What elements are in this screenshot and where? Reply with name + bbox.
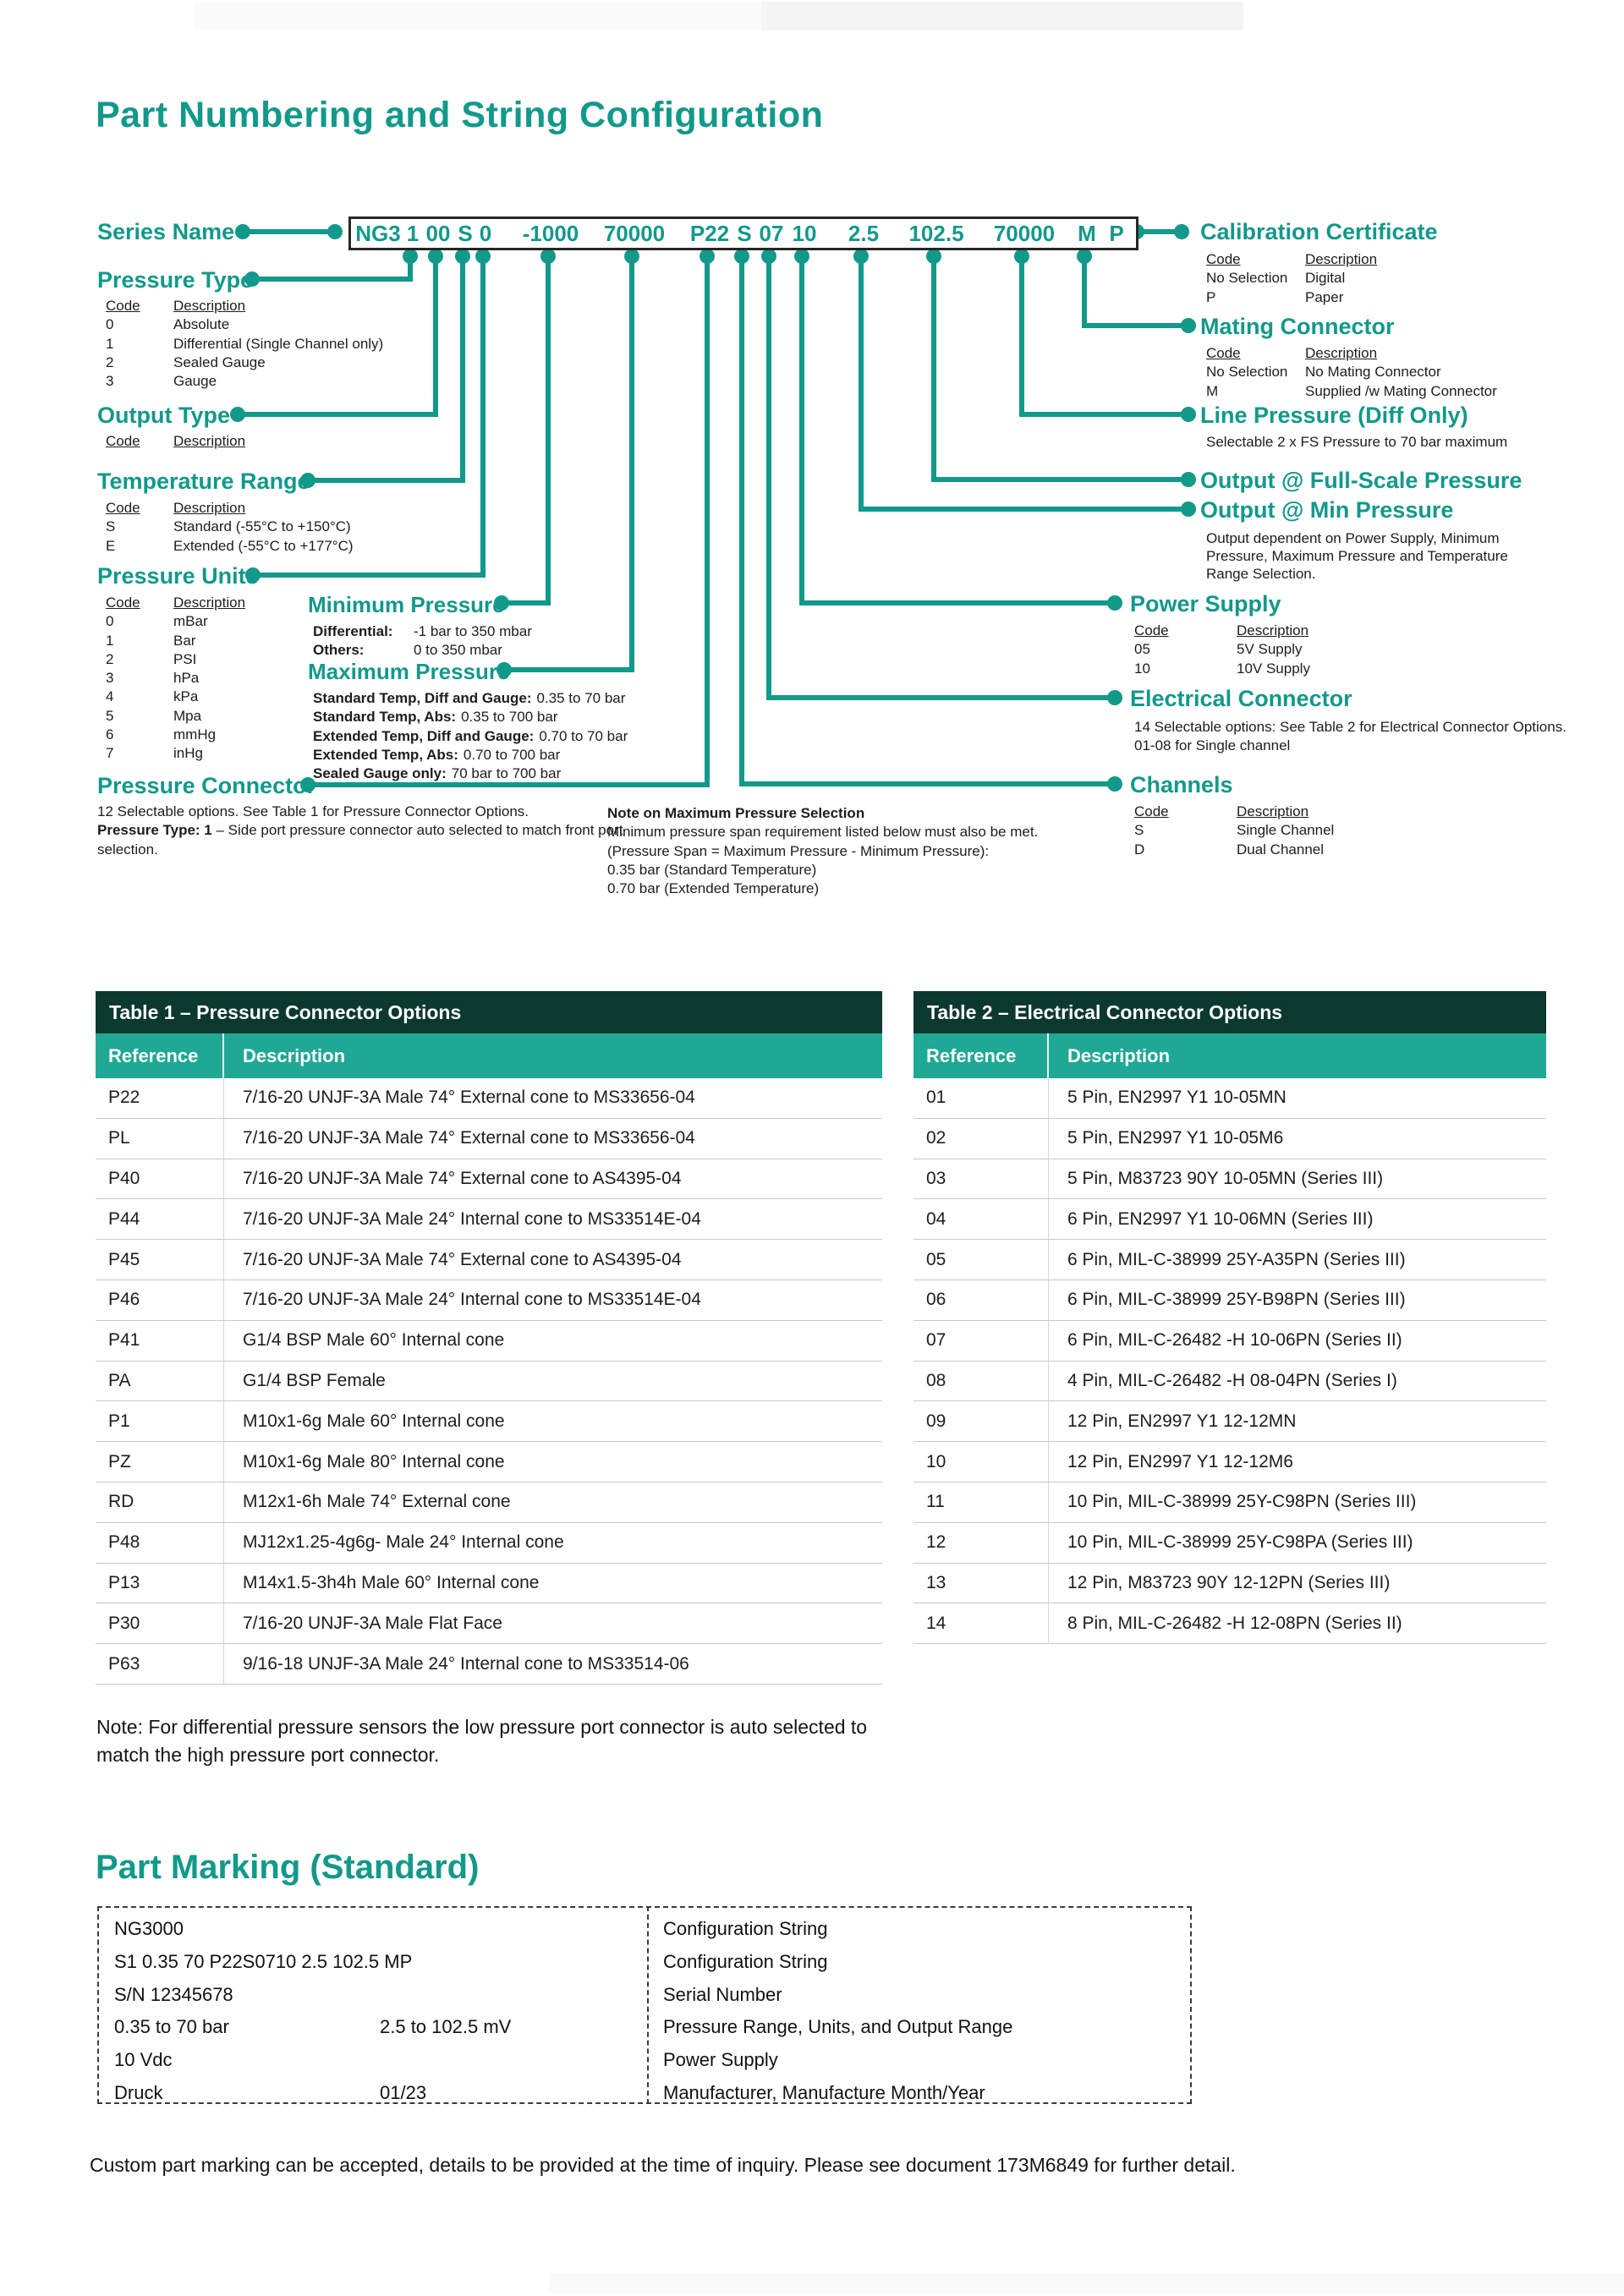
table-row: 10 12 Pin, EN2997 Y1 12-12M6 xyxy=(914,1442,1546,1482)
note-line: 0.35 bar (Standard Temperature) xyxy=(607,861,817,878)
table-row: P46 7/16-20 UNJF-3A Male 24° Internal cone to MS33514E-04 xyxy=(96,1280,882,1321)
pressure-connector-note-rest: – Side port pressure connector auto selected to match front port selection. xyxy=(97,822,623,858)
part-number-box xyxy=(348,216,1138,250)
part-segment-min-pressure: -1000 xyxy=(522,221,579,246)
code-row: 10 10V Supply xyxy=(1134,660,1310,677)
table-row: PA G1/4 BSP Female xyxy=(96,1362,882,1402)
table-row: P48 MJ12x1.25-4g6g- Male 24° Internal cone xyxy=(96,1523,882,1564)
code-row: 2 PSI xyxy=(106,650,197,667)
table-row: 12 10 Pin, MIL-C-38999 25Y-C98PA (Series III) xyxy=(914,1523,1546,1564)
code-row: 0 mBar xyxy=(106,613,208,630)
reference-column-header: Reference xyxy=(914,1033,1049,1078)
code-row: 7 inHg xyxy=(106,745,203,762)
part-marking-box xyxy=(97,1906,1192,2104)
heading-channels: Channels xyxy=(1130,772,1233,797)
heading-pressure-type: Pressure Type xyxy=(97,267,254,293)
code-row: 3 Gauge xyxy=(106,373,217,390)
connector-power-supply xyxy=(794,249,1122,611)
table-row: 06 6 Pin, MIL-C-38999 25Y-B98PN (Series III) xyxy=(914,1280,1546,1321)
calibration-certificate-code-table xyxy=(1206,250,1377,307)
code-table-header xyxy=(1134,622,1310,640)
code-header: Code xyxy=(106,298,140,314)
channels-code-table xyxy=(1134,803,1334,859)
maximum-pressure-details xyxy=(313,689,628,783)
table-row: PL 7/16-20 UNJF-3A Male 74° External cone to MS33656-04 xyxy=(96,1119,882,1159)
part-marking-row: S1 0.35 70 P22S0710 2.5 102.5 MP Configuration String xyxy=(114,1950,828,1972)
code-table-header xyxy=(106,297,383,315)
code-table-header xyxy=(106,432,245,451)
table-column-headers xyxy=(96,1033,882,1078)
connector-line-pressure xyxy=(1014,249,1196,422)
detail-row: Extended Temp, Diff and Gauge: 0.70 to 70 bar xyxy=(313,727,628,744)
heading-pressure-connector: Pressure Connector xyxy=(97,773,316,798)
pressure-connector-note-bold: Pressure Type: 1 xyxy=(97,822,212,839)
table-row: P40 7/16-20 UNJF-3A Male 74° External cone to AS4395-04 xyxy=(96,1159,882,1200)
code-row: 1 Bar xyxy=(106,632,196,649)
detail-row: Sealed Gauge only: 70 bar to 700 bar xyxy=(313,765,562,782)
code-header: Code xyxy=(1206,251,1241,267)
detail-row: Extended Temp, Abs: 0.70 to 700 bar xyxy=(313,746,561,763)
heading-pressure-units: Pressure Units xyxy=(97,563,259,589)
connector-output-full-scale xyxy=(926,249,1196,487)
line-pressure-note: Selectable 2 x FS Pressure to 70 bar maximum xyxy=(1206,434,1508,450)
code-row: 1 Differential (Single Channel only) xyxy=(106,335,384,352)
table-row: 05 6 Pin, MIL-C-38999 25Y-A35PN (Series III) xyxy=(914,1240,1546,1280)
part-segment-pressure-type: 1 xyxy=(406,221,420,246)
code-row: S Single Channel xyxy=(1134,822,1335,839)
code-row: No Selection No Mating Connector xyxy=(1206,364,1441,381)
part-segment-electrical-connector: 07 xyxy=(759,221,784,246)
table-row: 08 4 Pin, MIL-C-26482 -H 08-04PN (Series I) xyxy=(914,1362,1546,1402)
part-segment-calibration: P xyxy=(1109,221,1124,246)
detail-row: Others: 0 to 350 mbar xyxy=(313,642,502,659)
part-segment-output-fs: 102.5 xyxy=(908,221,964,246)
note-line: Pressure, Maximum Pressure and Temperature xyxy=(1206,548,1508,564)
heading-mating-connector: Mating Connector xyxy=(1200,314,1395,339)
heading-power-supply: Power Supply xyxy=(1130,591,1281,616)
table-row: RD M12x1-6h Male 74° External cone xyxy=(96,1482,882,1523)
description-header: Description xyxy=(1237,622,1309,638)
pressure-connector-note-line1: 12 Selectable options. See Table 1 for Pressure Connector Options. xyxy=(97,803,529,819)
table-row: 03 5 Pin, M83723 90Y 10-05MN (Series III) xyxy=(914,1159,1546,1200)
table-row: P22 7/16-20 UNJF-3A Male 74° External cone to MS33656-04 xyxy=(96,1078,882,1119)
description-header: Description xyxy=(1305,251,1378,267)
code-row: 4 kPa xyxy=(106,688,199,705)
description-header: Description xyxy=(1237,803,1309,819)
part-segment-pressure-units: 0 xyxy=(479,221,492,246)
electrical-connector-note xyxy=(1134,718,1566,756)
code-header: Code xyxy=(106,595,140,611)
description-header: Description xyxy=(173,500,246,516)
output-min-note xyxy=(1206,529,1508,583)
table-row: 04 6 Pin, EN2997 Y1 10-06MN (Series III) xyxy=(914,1199,1546,1240)
pressure-units-code-table xyxy=(106,594,245,764)
code-table-header xyxy=(106,499,354,518)
code-row: P Paper xyxy=(1206,288,1344,305)
table-row: P30 7/16-20 UNJF-3A Male Flat Face xyxy=(96,1603,882,1644)
code-table-header xyxy=(1206,344,1497,363)
part-marking-row: NG3000 Configuration String xyxy=(114,1918,828,1939)
code-row: S Standard (-55°C to +150°C) xyxy=(106,518,351,535)
code-row: 6 mmHg xyxy=(106,726,217,743)
heading-electrical-connector: Electrical Connector xyxy=(1130,686,1352,711)
custom-marking-note: Custom part marking can be accepted, details to be provided at the time of inquiry. Please see document 173M6849 for further detail. xyxy=(90,2154,1236,2176)
table-row: P63 9/16-18 UNJF-3A Male 24° Internal cone to MS33514-06 xyxy=(96,1644,882,1685)
part-segment-series: NG3 xyxy=(355,221,401,246)
pressure-type-code-table xyxy=(106,297,383,391)
code-row: 2 Sealed Gauge xyxy=(106,353,266,370)
note-title: Note on Maximum Pressure Selection xyxy=(607,805,865,821)
connector-pressure-type xyxy=(244,249,418,287)
description-header: Description xyxy=(173,298,246,314)
connector-series-name xyxy=(235,224,343,239)
table-row: 13 12 Pin, M83723 90Y 12-12PN (Series III) xyxy=(914,1564,1546,1604)
code-row: 3 hPa xyxy=(106,670,200,687)
part-segment-mating-connector: M xyxy=(1078,221,1096,246)
table-row: PZ M10x1-6g Male 80° Internal cone xyxy=(96,1442,882,1482)
connector-output-min xyxy=(853,249,1196,517)
heading-line-pressure: Line Pressure (Diff Only) xyxy=(1200,403,1468,428)
mating-connector-code-table xyxy=(1206,344,1497,401)
code-header: Code xyxy=(1134,803,1169,819)
description-column-header: Description xyxy=(243,1044,346,1066)
code-row: M Supplied /w Mating Connector xyxy=(1206,382,1497,399)
table-row: 09 12 Pin, EN2997 Y1 12-12MN xyxy=(914,1401,1546,1442)
table-title: Table 1 – Pressure Connector Options xyxy=(96,991,882,1033)
table-row: 07 6 Pin, MIL-C-26482 -H 10-06PN (Series II) xyxy=(914,1321,1546,1362)
table-title: Table 2 – Electrical Connector Options xyxy=(914,991,1546,1033)
code-row: 05 5V Supply xyxy=(1134,641,1303,658)
part-marking-row: 0.35 to 70 bar 2.5 to 102.5 mV Pressure Range, Units, and Output Range xyxy=(114,2016,1013,2038)
minimum-pressure-details xyxy=(313,622,532,660)
code-table-header xyxy=(106,594,245,612)
table-row: 14 8 Pin, MIL-C-26482 -H 12-08PN (Series II) xyxy=(914,1603,1546,1644)
part-segment-pressure-connector: P22 xyxy=(689,221,730,246)
temperature-range-code-table xyxy=(106,499,354,556)
heading-maximum-pressure: Maximum Pressure xyxy=(308,659,510,684)
detail-row: Differential: -1 bar to 350 mbar xyxy=(313,623,532,639)
code-table-header xyxy=(1206,250,1377,269)
table-row: 01 5 Pin, EN2997 Y1 10-05MN xyxy=(914,1078,1546,1119)
heading-calibration-certificate: Calibration Certificate xyxy=(1200,219,1438,244)
description-header: Description xyxy=(173,595,246,611)
note-line: Range Selection. xyxy=(1206,566,1316,582)
heading-temperature-range: Temperature Range xyxy=(97,469,310,494)
part-segment-power-supply: 10 xyxy=(792,221,817,246)
note-line: 0.70 bar (Extended Temperature) xyxy=(607,880,820,897)
table-row: P13 M14x1.5-3h4h Male 60° Internal cone xyxy=(96,1564,882,1604)
description-header: Description xyxy=(1305,345,1378,361)
connector-maximum-pressure xyxy=(497,249,639,677)
part-marking-divider xyxy=(647,1906,649,2104)
detail-row: Standard Temp, Abs: 0.35 to 700 bar xyxy=(313,709,558,726)
power-supply-code-table xyxy=(1134,622,1310,678)
part-marking-title: Part Marking (Standard) xyxy=(96,1849,480,1886)
code-header: Code xyxy=(106,500,140,516)
pressure-connector-note xyxy=(97,803,626,859)
heading-output-full-scale: Output @ Full-Scale Pressure xyxy=(1200,468,1522,493)
table-column-headers xyxy=(914,1033,1546,1078)
note-line: Output dependent on Power Supply, Minimum xyxy=(1206,530,1500,546)
part-marking-row: Druck 01/23 Manufacturer, Manufacture Month/Year xyxy=(114,2081,985,2103)
scan-artifact xyxy=(550,2273,1624,2293)
connector-channels xyxy=(734,249,1122,792)
part-segment-output-min: 2.5 xyxy=(848,221,880,246)
output-type-code-table xyxy=(106,432,245,451)
heading-minimum-pressure: Minimum Pressure xyxy=(308,592,505,617)
code-row: 5 Mpa xyxy=(106,707,202,724)
part-marking-row: S/N 12345678 Serial Number xyxy=(114,1983,782,2005)
code-row: No Selection Digital xyxy=(1206,270,1346,287)
part-segment-output-type: 00 xyxy=(425,221,451,246)
table-electrical-connector-options xyxy=(914,991,1546,1644)
table-row: P41 G1/4 BSP Male 60° Internal cone xyxy=(96,1321,882,1362)
heading-output-min: Output @ Min Pressure xyxy=(1200,497,1454,523)
description-header: Description xyxy=(173,433,246,449)
code-row: E Extended (-55°C to +177°C) xyxy=(106,537,354,554)
table-row: 02 5 Pin, EN2997 Y1 10-05M6 xyxy=(914,1119,1546,1159)
code-header: Code xyxy=(1134,622,1169,638)
part-marking-row: 10 Vdc Power Supply xyxy=(114,2049,778,2071)
part-segment-max-pressure: 70000 xyxy=(603,221,666,246)
code-header: Code xyxy=(106,433,140,449)
note-line: 01-08 for Single channel xyxy=(1134,737,1291,754)
code-header: Code xyxy=(1206,345,1241,361)
part-segment-temp-range: S xyxy=(458,221,473,246)
differential-note: Note: For differential pressure sensors the low pressure port connector is auto selected to match the high pressure port connector. xyxy=(96,1716,868,1766)
connector-mating-connector xyxy=(1077,249,1196,333)
description-column-header: Description xyxy=(1067,1044,1171,1066)
code-row: 0 Absolute xyxy=(106,316,230,333)
detail-row: Standard Temp, Diff and Gauge: 0.35 to 70 bar xyxy=(313,690,626,706)
code-table-header xyxy=(1134,803,1334,821)
connector-minimum-pressure xyxy=(494,249,556,611)
table-row: 11 10 Pin, MIL-C-38999 25Y-C98PN (Series III) xyxy=(914,1482,1546,1523)
heading-series-name: Series Name xyxy=(97,219,235,244)
code-row: D Dual Channel xyxy=(1134,841,1325,858)
max-pressure-selection-note xyxy=(607,804,1038,898)
table-row: P45 7/16-20 UNJF-3A Male 74° External cone to AS4395-04 xyxy=(96,1240,882,1280)
reference-column-header: Reference xyxy=(96,1033,224,1078)
table-row: P1 M10x1-6g Male 60° Internal cone xyxy=(96,1401,882,1442)
note-line: 14 Selectable options: See Table 2 for Electrical Connector Options. xyxy=(1134,719,1566,735)
page-title: Part Numbering and String Configuration xyxy=(96,95,824,135)
part-segment-line-pressure: 70000 xyxy=(993,221,1056,246)
table-pressure-connector-options xyxy=(96,991,882,1685)
table-row: P44 7/16-20 UNJF-3A Male 24° Internal cone to MS33514E-04 xyxy=(96,1199,882,1240)
note-line: Minimum pressure span requirement listed below must also be met. xyxy=(607,824,1039,841)
heading-output-type: Output Type xyxy=(97,403,230,428)
part-segment-channels: S xyxy=(737,221,752,246)
note-line: (Pressure Span = Maximum Pressure - Minimum Pressure): xyxy=(607,842,990,859)
